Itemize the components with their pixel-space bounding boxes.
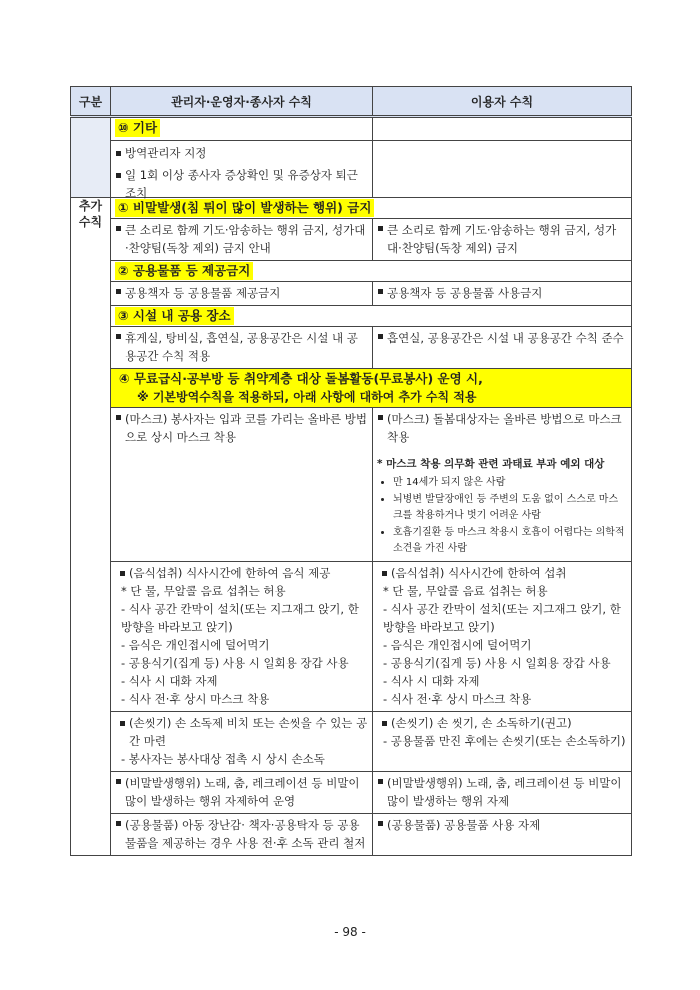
- list-item: 방역관리자 지정: [115, 144, 368, 162]
- additional-category-label: 추가 수칙: [78, 199, 103, 229]
- note-item: • 호흡기질환 등 마스크 착용시 호흡이 어렵다는 의학적 소견을 가진 사람: [393, 525, 627, 557]
- list-item: (음식섭취) 식사시간에 한하여 음식 제공: [119, 564, 368, 582]
- sub-item: - 식사 전·후 상시 마스크 착용: [121, 692, 270, 706]
- h3-cell: [111, 306, 632, 327]
- h3-row: [71, 306, 632, 327]
- header-category: 구분: [71, 87, 111, 117]
- list-item: (손씻기) 손 소독제 비치 또는 손씻을 수 있는 공간 마련: [119, 714, 368, 750]
- sub-item: - 식사 공간 칸막이 설치(또는 지그재그 앉기, 한 방향을 바라보고 앉기): [383, 602, 621, 634]
- h1-left-cell: [111, 219, 373, 261]
- h1-right-cell: [373, 219, 632, 261]
- note-item: • 만 14세가 되지 않은 사람: [393, 475, 627, 491]
- sub-item: - 공용식기(집게 등) 사용 시 일회용 장갑 사용: [121, 656, 349, 670]
- sub-item: - 식사 공간 칸막이 설치(또는 지그재그 앉기, 한 방향을 바라보고 앉기): [121, 602, 359, 634]
- h2-content-row: [71, 282, 632, 306]
- items-right-cell: [373, 814, 632, 856]
- note-line: * 단 물, 무알콜 음료 섭취는 허용: [383, 584, 548, 598]
- etc-left-cell: [111, 141, 373, 198]
- mask-row: [71, 408, 632, 562]
- list-item: (공용물품) 공용물품 사용 자제: [377, 814, 631, 837]
- etc-heading-empty: [373, 117, 632, 141]
- sub-item: - 식사 시 대화 자제: [383, 674, 480, 688]
- sub-item: - 공용물품 만진 후에는 손씻기(또는 손소독하기): [383, 734, 626, 748]
- h3-content-row: [71, 327, 632, 369]
- droplet-right-cell: [373, 772, 632, 814]
- mask-right-cell: [373, 408, 632, 562]
- h3-right-cell: [373, 327, 632, 369]
- note-list: [377, 475, 627, 557]
- hand-right-cell: [373, 712, 632, 772]
- h3-left-cell: [111, 327, 373, 369]
- list-item: 공용책자 등 공용물품 제공금지: [115, 282, 372, 305]
- droplet-row: [71, 772, 632, 814]
- section-subheading: ※ 기본방역수칙을 적용하되, 아래 사항에 대하여 추가 수칙 적용: [137, 390, 477, 404]
- list-item: 흡연실, 공용공간은 시설 내 공용공간 수칙 준수: [377, 327, 631, 350]
- header-manager-rules: 관리자·운영자·종사자 수칙: [111, 87, 373, 117]
- droplet-left-cell: [111, 772, 373, 814]
- list-item: 공용책자 등 공용물품 사용금지: [377, 282, 631, 305]
- list-item: 휴게실, 탕비실, 흡연실, 공용공간은 시설 내 공용공간 수칙 적용: [115, 327, 372, 368]
- note-line: * 단 물, 무알콜 음료 섭취는 허용: [121, 584, 286, 598]
- hand-left-cell: [111, 712, 373, 772]
- etc-content-row: [71, 141, 632, 198]
- list-item: 큰 소리로 함께 기도·암송하는 행위 금지, 성가대·찬양팀(독창 제외) 금지: [377, 219, 631, 260]
- additional-category-cell: [71, 198, 111, 856]
- hand-row: [71, 712, 632, 772]
- etc-category-cell: [71, 117, 111, 198]
- etc-heading-row: [71, 117, 632, 141]
- meal-right-cell: [373, 562, 632, 712]
- list-item: (비말발생행위) 노래, 춤, 레크레이션 등 비말이 많이 발생하는 행위 자제: [377, 772, 631, 813]
- h2-cell: [111, 261, 632, 282]
- sub-item: - 봉사자는 봉사대상 접촉 시 상시 손소독: [121, 752, 325, 766]
- section-heading: ① 비말발생(침 튀이 많이 발생하는 행위) 금지: [115, 199, 374, 217]
- sub-item: - 식사 시 대화 자제: [121, 674, 218, 688]
- list-item: 큰 소리로 함께 기도·암송하는 행위 금지, 성가대·찬양팀(독창 제외) 금지 안내: [115, 219, 372, 260]
- section-heading: ② 공용물품 등 제공금지: [115, 262, 253, 280]
- meal-row: [71, 562, 632, 712]
- note-title: * 마스크 착용 의무화 관련 과태료 부과 예외 대상: [377, 458, 605, 470]
- h4-cell: [111, 369, 632, 408]
- items-left-cell: [111, 814, 373, 856]
- header-user-rules: 이용자 수칙: [373, 87, 632, 117]
- section-heading: ④ 무료급식·공부방 등 취약계층 대상 돌봄활동(무료봉사) 운영 시,: [119, 371, 483, 386]
- section-heading: ③ 시설 내 공용 장소: [115, 307, 234, 325]
- etc-right-cell: [373, 141, 632, 198]
- sub-item: - 식사 전·후 상시 마스크 착용: [383, 692, 532, 706]
- sub-item: - 공용식기(집게 등) 사용 시 일회용 장갑 사용: [383, 656, 611, 670]
- sub-item: - 음식은 개인접시에 덜어먹기: [383, 638, 532, 652]
- h4-row: [71, 369, 632, 408]
- list-item: (마스크) 돌봄대상자는 올바른 방법으로 마스크 착용: [377, 408, 631, 449]
- table-header-row: [71, 87, 632, 117]
- etc-heading: ⑩ 기타: [115, 119, 160, 137]
- guidelines-table: [70, 86, 632, 856]
- etc-heading-cell: [111, 117, 373, 141]
- page-number: - 98 -: [334, 925, 366, 939]
- list-item: (공용물품) 아동 장난감· 책자·공용탁자 등 공용물품을 제공하는 경우 사용 전·후 소독 관리 철저: [115, 814, 372, 855]
- list-item: (마스크) 봉사자는 입과 코를 가리는 올바른 방법으로 상시 마스크 착용: [115, 408, 372, 449]
- h1-content-row: [71, 219, 632, 261]
- h2-left-cell: [111, 282, 373, 306]
- list-item: (음식섭취) 식사시간에 한하여 섭취: [381, 564, 627, 582]
- list-item: (비말발생행위) 노래, 춤, 레크레이션 등 비말이 많이 발생하는 행위 자제하여 운영: [115, 772, 372, 813]
- items-row: [71, 814, 632, 856]
- h2-right-cell: [373, 282, 632, 306]
- sub-item: - 음식은 개인접시에 덜어먹기: [121, 638, 270, 652]
- meal-left-cell: [111, 562, 373, 712]
- note-item: • 뇌병변 발달장애인 등 주변의 도움 없이 스스로 마스크를 착용하거나 벗기 어려운 사람: [393, 492, 627, 524]
- h2-row: [71, 261, 632, 282]
- list-item: 일 1회 이상 종사자 증상확인 및 유증상자 퇴근 조치: [115, 166, 368, 202]
- mask-left-cell: [111, 408, 373, 562]
- list-item: (손씻기) 손 씻기, 손 소독하기(권고): [381, 714, 627, 732]
